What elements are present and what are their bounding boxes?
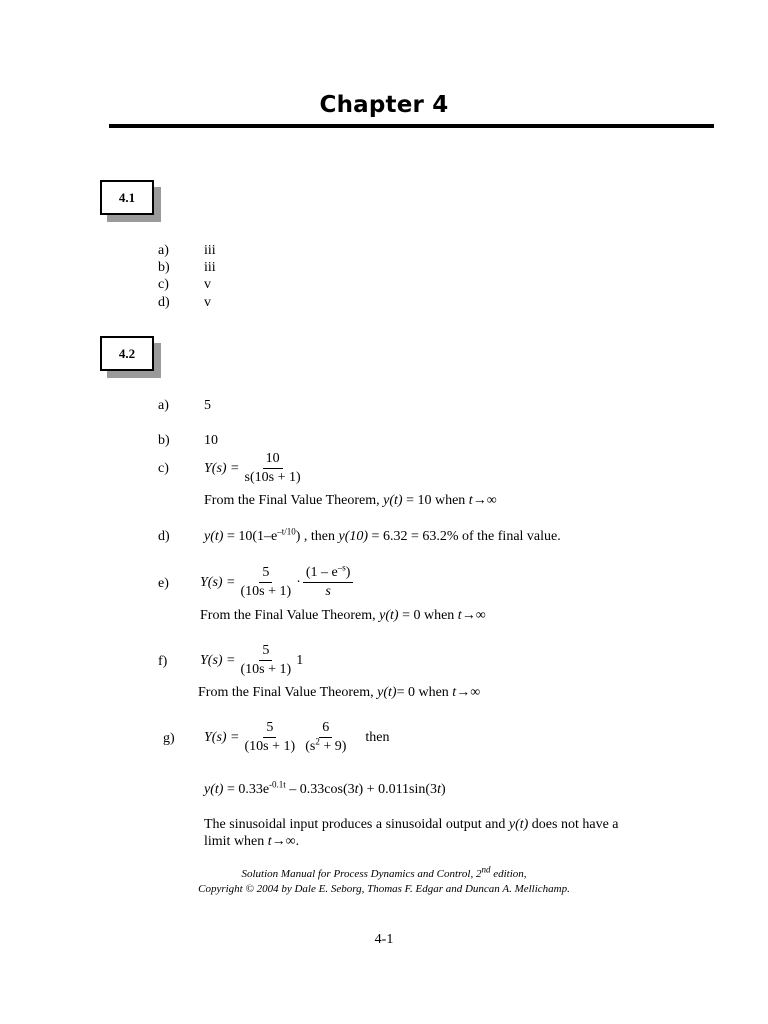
fraction-denominator: (10s + 1)	[244, 739, 296, 754]
equation-text: ) , then	[295, 529, 339, 544]
fraction	[238, 565, 295, 600]
fraction-numerator: 10	[263, 451, 283, 469]
exponent: 2	[315, 736, 320, 747]
explanation-line	[204, 817, 619, 833]
footer-superscript: nd	[481, 864, 491, 875]
answer-value: iii	[204, 260, 216, 275]
answer-label: c)	[158, 461, 169, 476]
final-value-note	[204, 493, 497, 509]
answer-label: a)	[158, 243, 169, 258]
fraction	[303, 562, 354, 600]
note-text: From the Final Value Theorem,	[204, 493, 384, 508]
note-variable: y(t)	[383, 493, 403, 508]
note-variable: t	[457, 608, 462, 623]
numerator-text: (1 – e	[305, 565, 338, 580]
answer-value: 10	[204, 433, 218, 448]
fraction	[302, 720, 349, 755]
footer-text: edition,	[490, 868, 527, 880]
equation-variable: y(t)	[204, 529, 224, 544]
fraction-numerator: 6	[319, 720, 332, 738]
paragraph-text: limit when	[204, 834, 268, 849]
note-text: = 0 when	[398, 608, 458, 623]
paragraph-variable: t	[267, 834, 272, 849]
answer-value: iii	[204, 243, 216, 258]
problem-number: 4.1	[118, 189, 136, 205]
fraction-denominator: s(10s + 1)	[244, 470, 301, 485]
explanation-line	[204, 834, 299, 850]
note-text: From the Final Value Theorem,	[198, 685, 378, 700]
note-variable: y(t)	[377, 685, 397, 700]
paragraph-variable: y(t)	[508, 817, 529, 832]
then-text: then	[365, 729, 390, 745]
exponent: –t/10	[277, 526, 296, 537]
fraction-denominator: s	[325, 584, 331, 599]
numerator-text: )	[345, 565, 351, 580]
fraction-denominator: (10s + 1)	[240, 662, 292, 677]
response-equation	[204, 526, 561, 545]
equation-variable: y(t)	[204, 782, 224, 797]
footer-text: Solution Manual for Process Dynamics and Control, 2	[241, 868, 482, 880]
multiply-dot: ·	[296, 574, 301, 590]
equation-lhs: Y(s) =	[200, 574, 236, 590]
denominator-text: (s	[305, 739, 316, 754]
equation	[200, 562, 355, 600]
note-text: →∞	[456, 685, 481, 700]
answer-value: v	[204, 277, 211, 292]
paragraph-text: The sinusoidal input produces a sinusoidal output and	[204, 817, 509, 832]
equation-variable: t	[354, 782, 359, 797]
paragraph-text: does not have a	[528, 817, 619, 832]
answer-label: b)	[158, 260, 170, 275]
fraction-numerator	[303, 562, 354, 583]
problem-number-box	[100, 180, 154, 215]
answer-value: v	[204, 295, 211, 310]
answer-label: d)	[158, 529, 170, 544]
answer-label: a)	[158, 398, 169, 413]
fraction-numerator: 5	[263, 720, 276, 738]
final-value-note	[198, 685, 480, 701]
problem-number-box	[100, 336, 154, 371]
equation-lhs: Y(s) =	[204, 460, 240, 476]
footer-copyright: Copyright © 2004 by Dale E. Seborg, Thomas F. Edgar and Duncan A. Mellichamp.	[198, 883, 570, 895]
title-rule	[109, 124, 714, 128]
equation-text: = 10(1–e	[223, 529, 278, 544]
fraction	[238, 643, 295, 678]
fraction-denominator: (10s + 1)	[240, 584, 292, 599]
note-text: →∞	[461, 608, 486, 623]
answer-label: e)	[158, 576, 169, 591]
equation-text: 1	[296, 652, 304, 668]
equation-text: )	[440, 782, 446, 797]
problem-number: 4.2	[118, 345, 136, 361]
equation	[204, 720, 389, 755]
equation-text: = 6.32 = 63.2% of the final value.	[368, 529, 561, 544]
fraction-denominator	[302, 738, 349, 755]
answer-label: c)	[158, 277, 169, 292]
equation	[200, 643, 303, 678]
answer-label: b)	[158, 433, 170, 448]
note-text: →∞	[472, 493, 497, 508]
equation-text: – 0.33cos(3	[285, 782, 355, 797]
answer-label: f)	[158, 654, 168, 669]
equation-variable: t	[437, 782, 441, 797]
paragraph-text: →∞.	[271, 834, 300, 849]
equation	[204, 451, 306, 486]
note-text: From the Final Value Theorem,	[200, 608, 380, 623]
answer-label: d)	[158, 295, 170, 310]
fraction-numerator: 5	[259, 565, 272, 583]
equation-lhs: Y(s) =	[200, 652, 236, 668]
denominator-text: + 9)	[319, 739, 347, 754]
final-value-note	[200, 608, 486, 624]
answer-value: 5	[204, 398, 211, 413]
equation-lhs: Y(s) =	[204, 729, 240, 745]
answer-label: g)	[163, 731, 175, 746]
equation-text: ) + 0.011sin(3	[358, 782, 438, 797]
footer-line	[0, 864, 768, 880]
equation-variable: y(10)	[338, 529, 369, 544]
note-variable: y(t)	[379, 608, 399, 623]
note-variable: t	[468, 493, 473, 508]
note-text: = 0 when	[396, 685, 453, 700]
solution-equation	[204, 779, 446, 798]
note-text: = 10 when	[402, 493, 469, 508]
equation-text: = 0.33e	[223, 782, 270, 797]
note-variable: t	[452, 685, 457, 700]
exponent: -0.1t	[269, 779, 286, 790]
exponent: –s	[337, 562, 346, 573]
fraction	[242, 451, 304, 486]
fraction	[242, 720, 299, 755]
fraction-numerator: 5	[259, 643, 272, 661]
page-number: 4-1	[374, 932, 394, 947]
chapter-title: Chapter 4	[319, 92, 449, 118]
